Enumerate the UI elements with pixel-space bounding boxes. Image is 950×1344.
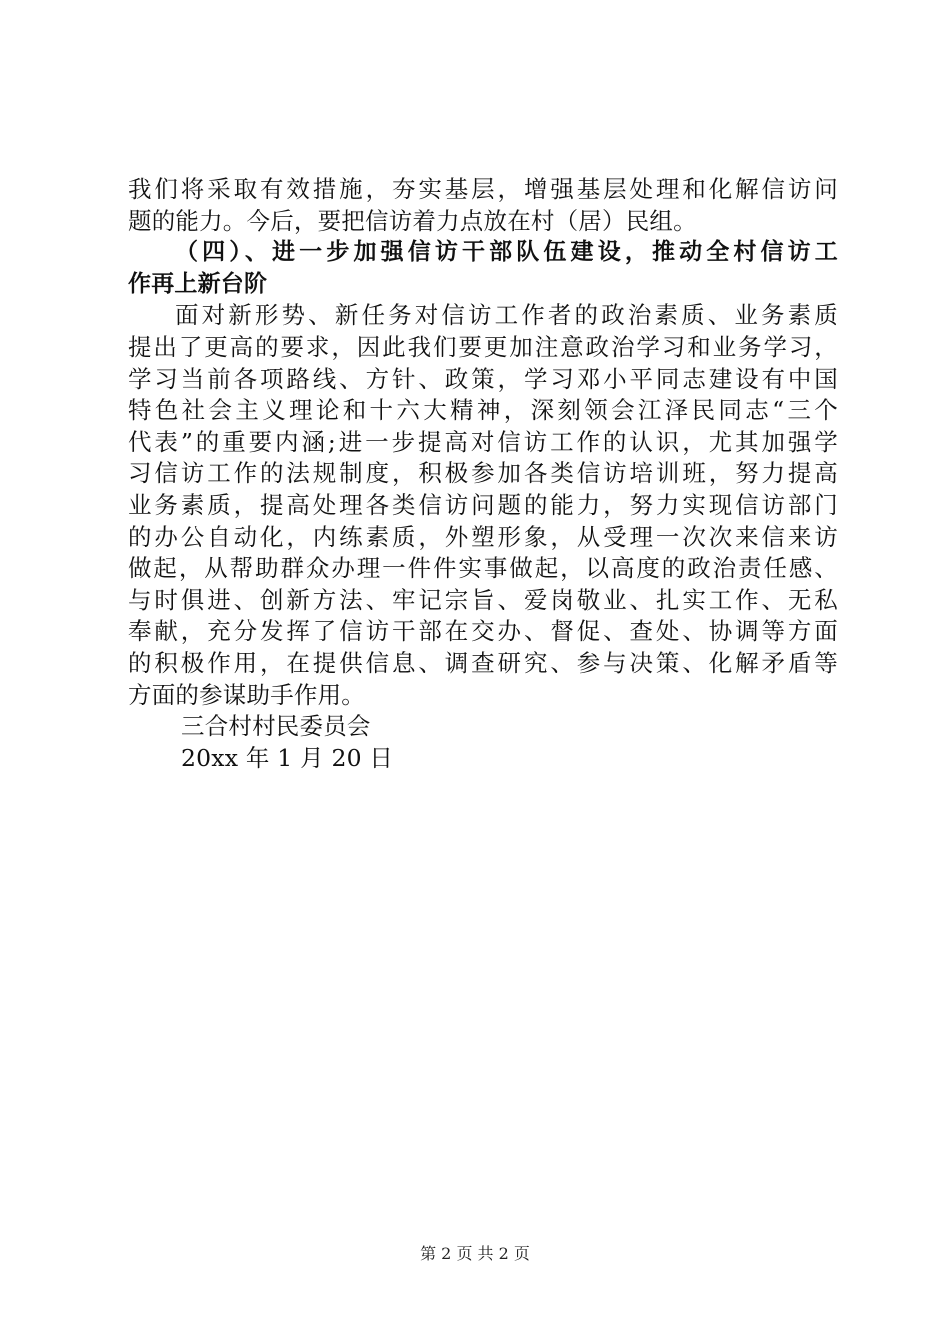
paragraph-line: 的办公自动化，内练素质，外塑形象，从受理一次次来信来访 — [128, 522, 838, 551]
paragraph-line: 的积极作用，在提供信息、调查研究、参与决策、化解矛盾等 — [128, 648, 838, 677]
paragraph-line: 奉献，充分发挥了信访干部在交办、督促、查处、协调等方面 — [128, 617, 838, 646]
paragraph-line: 我们将采取有效措施，夯实基层，增强基层处理和化解信访问 — [128, 175, 838, 203]
paragraph-line: 题的能力。今后，要把信访着力点放在村（居）民组。 — [128, 206, 697, 235]
paragraph-line: 提出了更高的要求，因此我们要更加注意政治学习和业务学习， — [128, 332, 838, 361]
paragraph-line: 面对新形势、新任务对信访工作者的政治素质、业务素质 — [175, 301, 838, 330]
paragraph-line: 习信访工作的法规制度，积极参加各类信访培训班，努力提高 — [128, 459, 838, 488]
document-body — [128, 174, 838, 774]
paragraph-line: 做起，从帮助群众办理一件件实事做起，以高度的政治责任感、 — [128, 554, 838, 583]
page-footer — [0, 1243, 950, 1265]
paragraph-line: 代表”的重要内涵;进一步提高对信访工作的认识，尤其加强学 — [128, 427, 838, 456]
paragraph-line: 特色社会主义理论和十六大精神，深刻领会江泽民同志“三个 — [128, 396, 838, 425]
paragraph-line: 业务素质，提高处理各类信访问题的能力，努力实现信访部门 — [128, 490, 838, 519]
signature-organization: 三合村村民委员会 — [181, 712, 371, 741]
page-indicator: 第 2 页 共 2 页 — [420, 1244, 530, 1263]
section-heading: （四）、进一步加强信访干部队伍建设，推动全村信访工 — [175, 239, 838, 266]
paragraph-line: 与时俱进、创新方法、牢记宗旨、爱岗敬业、扎实工作、无私 — [128, 585, 838, 614]
paragraph-line: 学习当前各项路线、方针、政策，学习邓小平同志建设有中国 — [128, 364, 838, 393]
section-heading: 作再上新台阶 — [128, 270, 268, 297]
signature-date: 20xx 年 1 月 20 日 — [181, 743, 394, 772]
paragraph-line: 方面的参谋助手作用。 — [128, 680, 365, 709]
